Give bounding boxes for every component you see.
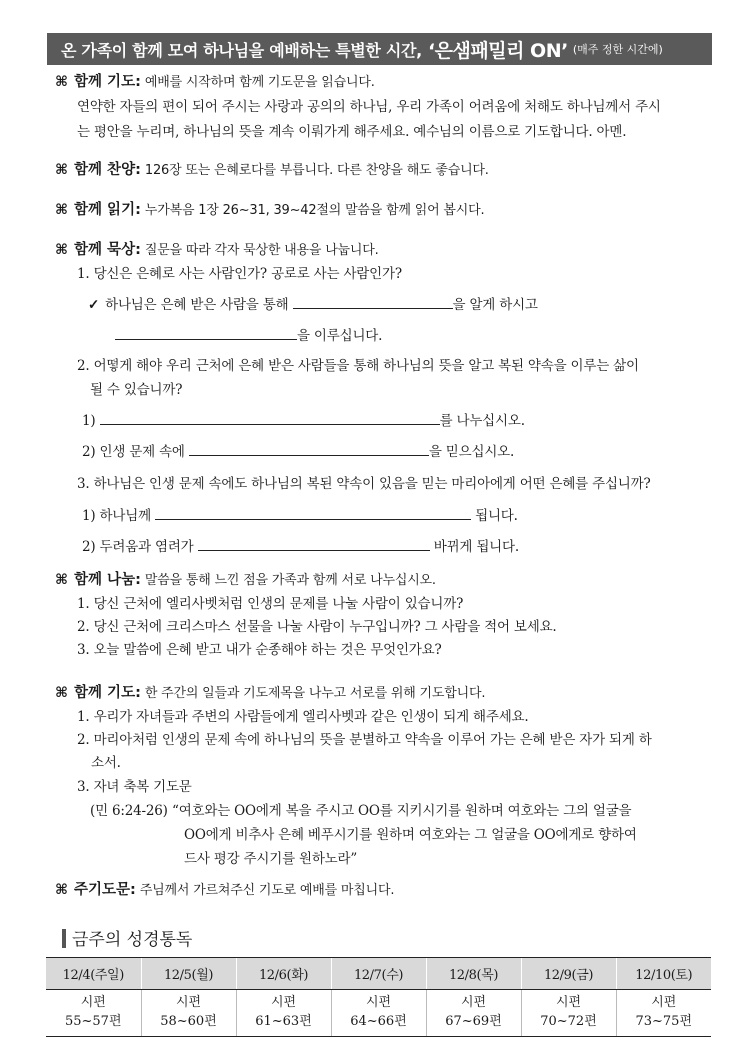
schedule-date: 12/6(화) bbox=[236, 958, 331, 990]
section-desc: 126장 또는 은혜로다를 부릅니다. 다른 찬양을 해도 좋습니다. bbox=[144, 163, 489, 178]
schedule-date: 12/5(월) bbox=[141, 958, 236, 990]
answer-text: 2) 인생 문제 속에 bbox=[82, 444, 185, 460]
section-desc: 예배를 시작하며 함께 기도문을 읽습니다. bbox=[144, 75, 375, 90]
question-2: 2. 어떻게 해야 우리 근처에 은혜 받은 사람들을 통해 하나님의 뜻을 알고 복된 약속을 이루는 삶이 bbox=[77, 358, 639, 374]
answer-text: 하나님은 은혜 받은 사람을 통해 bbox=[105, 297, 289, 313]
command-mark-icon: ⌘ bbox=[55, 572, 68, 588]
book-name: 시편 bbox=[270, 995, 297, 1010]
schedule-date: 12/8(목) bbox=[426, 958, 521, 990]
section-reading-heading bbox=[55, 198, 484, 219]
section-desc: 한 주간의 일들과 기도제목을 나누고 서로를 위해 기도합니다. bbox=[144, 686, 486, 701]
banner-note: (매주 정한 시간에) bbox=[572, 43, 663, 56]
schedule-date: 12/4(주일) bbox=[46, 958, 141, 990]
section-desc: 질문을 따라 각자 묵상한 내용을 나눕니다. bbox=[144, 243, 379, 258]
section-prayer-heading bbox=[55, 70, 375, 91]
blessing-line: “여호와는 OO에게 복을 주시고 OO를 지키시기를 원하며 여호와는 그의 얼굴을 bbox=[172, 803, 632, 819]
answer-text: 1) 하나님께 bbox=[82, 508, 151, 524]
section-desc: 누가복음 1장 26~31, 39~42절의 말씀을 함께 읽어 봅시다. bbox=[144, 203, 485, 218]
blessing-line: 드사 평강 주시기를 원하노라” bbox=[184, 851, 358, 867]
section-title: 함께 묵상: bbox=[74, 242, 141, 258]
chapter-range: 73~75편 bbox=[635, 1014, 693, 1029]
chapter-range: 70~72편 bbox=[540, 1014, 597, 1029]
chapter-range: 61~63편 bbox=[255, 1014, 312, 1029]
answer-blank[interactable] bbox=[293, 294, 453, 309]
answer-blank[interactable] bbox=[155, 505, 471, 520]
prayer-item: 3. 자녀 축복 기도문 bbox=[77, 779, 192, 795]
book-name: 시편 bbox=[80, 995, 106, 1010]
reading-schedule-table bbox=[46, 957, 711, 1037]
question-2-cont: 될 수 있습니까? bbox=[90, 382, 183, 398]
question-3-answer-1 bbox=[82, 504, 518, 524]
schedule-cell bbox=[331, 990, 426, 1037]
chapter-range: 64~66편 bbox=[350, 1014, 407, 1029]
question-1-answer-b bbox=[115, 324, 382, 344]
section-meditation-heading bbox=[55, 238, 379, 259]
book-name: 시편 bbox=[555, 995, 582, 1010]
section-title: 함께 나눔: bbox=[74, 572, 141, 588]
question-3: 3. 하나님은 인생 문제 속에도 하나님의 복된 약속이 있음을 믿는 마리아에게 어떤 은혜를 주십니까? bbox=[77, 476, 651, 492]
sharing-item: 1. 당신 근처에 엘리사벳처럼 인생의 문제를 나눌 사람이 있습니까? bbox=[77, 596, 464, 612]
chapter-range: 67~69편 bbox=[445, 1014, 502, 1029]
book-name: 시편 bbox=[651, 995, 677, 1010]
banner-brand: ‘은샘패밀리 ON’ bbox=[427, 39, 568, 62]
prayer-item-cont: 소서. bbox=[91, 755, 121, 771]
section-praise-heading bbox=[55, 158, 489, 179]
schedule-cell bbox=[236, 990, 331, 1037]
section-title: 주기도문: bbox=[74, 882, 136, 898]
chapter-range: 55~57편 bbox=[64, 1014, 122, 1029]
schedule-date: 12/10(토) bbox=[616, 958, 711, 990]
prayer-text-line: 연약한 자들의 편이 되어 주시는 사랑과 공의의 하나님, 우리 가족이 어려움에 처해도 하나님께서 주시 bbox=[77, 99, 661, 115]
chapter-range: 58~60편 bbox=[160, 1014, 217, 1029]
check-mark-icon: ✓ bbox=[88, 297, 100, 313]
answer-blank[interactable] bbox=[100, 410, 440, 425]
answer-text: 됩니다. bbox=[475, 508, 518, 524]
question-3-answer-2 bbox=[82, 535, 519, 555]
schedule-header-row bbox=[46, 958, 711, 990]
answer-blank[interactable] bbox=[189, 441, 429, 456]
blessing-reference: (민 6:24-26) bbox=[90, 803, 168, 819]
title-bar-marker bbox=[62, 929, 66, 948]
schedule-cell bbox=[426, 990, 521, 1037]
book-name: 시편 bbox=[460, 995, 487, 1010]
banner-main-text: 온 가족이 함께 모여 하나님을 예배하는 특별한 시간, bbox=[61, 40, 422, 60]
answer-text: 을 믿으십시오. bbox=[428, 444, 515, 460]
schedule-cell bbox=[46, 990, 141, 1037]
answer-text: 를 나누십시오. bbox=[439, 413, 525, 429]
command-mark-icon: ⌘ bbox=[55, 162, 68, 178]
section-desc: 주님께서 가르쳐주신 기도로 예배를 마칩니다. bbox=[139, 883, 395, 898]
section-closing-heading bbox=[55, 878, 394, 899]
question-2-answer-1 bbox=[82, 409, 525, 429]
schedule-body-row bbox=[46, 990, 711, 1037]
section-sharing-heading bbox=[55, 568, 436, 589]
section-prayer2-heading bbox=[55, 681, 485, 702]
answer-blank[interactable] bbox=[198, 536, 430, 551]
schedule-date: 12/9(금) bbox=[521, 958, 616, 990]
command-mark-icon: ⌘ bbox=[55, 74, 68, 90]
answer-blank[interactable] bbox=[115, 325, 297, 340]
book-name: 시편 bbox=[365, 995, 392, 1010]
section-title: 함께 기도: bbox=[74, 685, 141, 701]
question-1-answer-a bbox=[88, 293, 538, 313]
prayer-item: 2. 마리아처럼 인생의 문제 속에 하나님의 뜻을 분별하고 약속을 이루어 가는 은혜 받은 자가 되게 하 bbox=[77, 732, 652, 748]
command-mark-icon: ⌘ bbox=[55, 202, 68, 218]
schedule-cell bbox=[141, 990, 236, 1037]
reading-schedule-title bbox=[62, 925, 192, 950]
schedule-date: 12/7(수) bbox=[331, 958, 426, 990]
header-banner bbox=[47, 33, 712, 65]
answer-text: 1) bbox=[82, 413, 96, 429]
sharing-item: 3. 오늘 말씀에 은혜 받고 내가 순종해야 하는 것은 무엇인가요? bbox=[77, 642, 442, 658]
command-mark-icon: ⌘ bbox=[55, 242, 68, 258]
command-mark-icon: ⌘ bbox=[55, 685, 68, 701]
answer-text: 2) 두려움과 염려가 bbox=[82, 539, 194, 555]
section-title: 함께 읽기: bbox=[74, 202, 141, 218]
schedule-cell bbox=[616, 990, 711, 1037]
answer-text: 을 알게 하시고 bbox=[452, 297, 538, 313]
schedule-title-text: 금주의 성경통독 bbox=[72, 930, 193, 950]
question-2-answer-2 bbox=[82, 440, 514, 460]
book-name: 시편 bbox=[175, 995, 202, 1010]
prayer-text-line: 는 평안을 누리며, 하나님의 뜻을 계속 이뤄가게 해주세요. 예수님의 이름으로 기도합니다. 아멘. bbox=[77, 124, 627, 140]
answer-text: 을 이루십니다. bbox=[297, 328, 383, 344]
answer-text: 바뀌게 됩니다. bbox=[433, 539, 519, 555]
section-desc: 말씀을 통해 느낀 점을 가족과 함께 서로 나누십시오. bbox=[144, 573, 436, 588]
schedule-cell bbox=[521, 990, 616, 1037]
question-1: 1. 당신은 은혜로 사는 사람인가? 공로로 사는 사람인가? bbox=[77, 266, 402, 282]
prayer-item: 1. 우리가 자녀들과 주변의 사람들에게 엘리사벳과 같은 인생이 되게 해주세요. bbox=[77, 709, 529, 725]
sharing-item: 2. 당신 근처에 크리스마스 선물을 나눌 사람이 누구입니까? 그 사람을 적어 보세요. bbox=[77, 619, 557, 635]
blessing-line: OO에게 비추사 은혜 베푸시기를 원하며 여호와는 그 얼굴을 OO에게로 향하여 bbox=[184, 827, 637, 843]
command-mark-icon: ⌘ bbox=[55, 882, 68, 898]
section-title: 함께 찬양: bbox=[74, 162, 141, 178]
section-title: 함께 기도: bbox=[74, 74, 141, 90]
